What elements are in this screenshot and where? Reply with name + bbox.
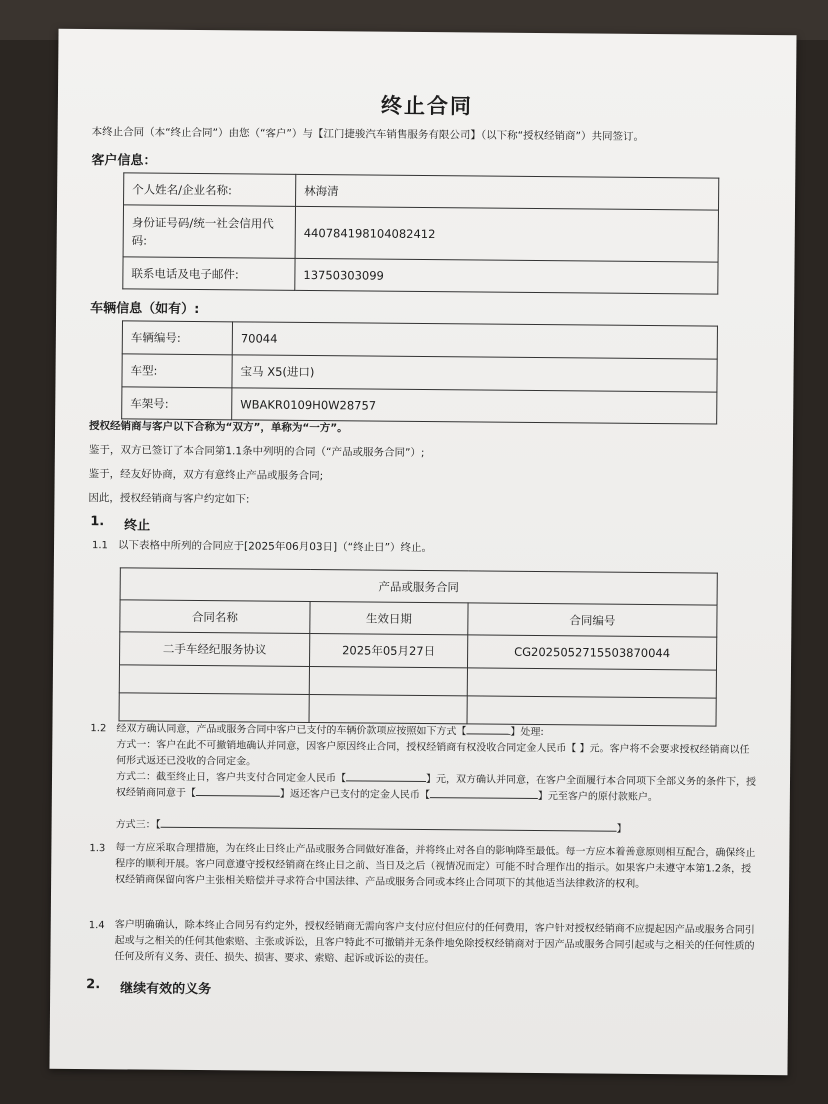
customer-info-heading: 客户信息： [91, 153, 157, 169]
intro-text: 本终止合同（本“终止合同”）由您（“客户”）与【江门捷骏汽车销售服务有限公司】（以下称“授权经销商”）共同签订。 [91, 126, 645, 143]
table-row [120, 632, 717, 670]
vehicle-label: 车架号: [122, 387, 232, 420]
clause-1-2-number: 1.2 [90, 723, 107, 735]
vehicle-label: 车型: [122, 354, 232, 388]
contract-table-header: 合同名称 [120, 600, 310, 634]
section-2-number: 2. [86, 977, 101, 993]
clause-1-2-option-1: 方式一：客户在此不可撤销地确认并同意，因客户原因终止合同，授权经销商有权没收合同定金人民币【 】元。客户将不会要求授权经销商以任何形式返还已没收的合同定金。 [116, 739, 750, 768]
customer-label: 个人姓名/企业名称: [124, 173, 296, 206]
customer-value: 440784198104082412 [295, 206, 718, 262]
clause-1-3-text: 每一方应采取合理措施，为在终止日终止产品或服务合同做好准备，并将终止对各自的影响降至最低。每一方应本着善意原则相互配合，确保终止程序的顺利开展。客户同意遵守授权经销商在终止日之前、当日及之后（视情况而定）可能不时合理作出的指示。如果客户未遵守本第1.2条，授权经销商保留向客户主张相关赔偿并寻求符合中国法律、产品或服务合同或本终止合同项下的其他适当法律救济的权利。 [115, 842, 756, 890]
contract-number-cell: CG2025052715503870044 [467, 635, 716, 670]
effective-date-cell: 2025年05月27日 [309, 634, 467, 668]
clause-1-2-option-2: 方式二：截至终止日，客户共支付合同定金人民币【 】元，双方确认并同意，在客户全面履行本合同项下全部义务的条件下，授权经销商同意于【 】返还客户已支付的定金人民币【 】元至客户的原付款账户。 [115, 771, 757, 804]
customer-value: 林海清 [296, 174, 719, 210]
contract-table-header: 合同编号 [468, 603, 717, 637]
contract-table-header: 生效日期 [310, 602, 468, 635]
contract-table [119, 567, 718, 726]
contract-table-caption: 产品或服务合同 [120, 568, 717, 605]
recital-therefore: 因此，授权经销商与客户约定如下: [88, 492, 250, 506]
vehicle-label: 车辆编号: [122, 321, 232, 355]
customer-label: 联系电话及电子邮件: [123, 257, 295, 290]
customer-row [123, 257, 718, 294]
recital-whereas-2: 鉴于，经友好协商，双方有意终止产品或服务合同; [88, 468, 324, 483]
contract-name-cell: 二手车经纪服务协议 [120, 632, 310, 667]
vehicle-value: 宝马 X5(进口) [232, 355, 717, 392]
section-1-title: 终止 [124, 518, 151, 534]
customer-row [124, 173, 719, 210]
clause-1-2-option-3: 方式三：【 】 [115, 819, 627, 835]
customer-row [123, 205, 718, 262]
vehicle-value: WBAKR0109H0W28757 [232, 388, 717, 424]
recital-parties: 授权经销商与客户以下合称为“双方”，单称为“一方”。 [89, 420, 348, 435]
clause-1-1-text: 以下表格中所列的合同应于[2025年06月03日]（“终止日”）终止。 [117, 539, 433, 555]
customer-info-table [122, 172, 719, 294]
vehicle-info-table [121, 320, 718, 424]
customer-value: 13750303099 [295, 258, 718, 294]
clause-1-4-number: 1.4 [88, 920, 105, 932]
table-row [119, 693, 716, 726]
section-2-title: 继续有效的义务 [120, 981, 212, 998]
document-title: 终止合同 [380, 93, 473, 119]
clause-1-4-text: 客户明确确认，除本终止合同另有约定外，授权经销商无需向客户支付应付但应付的任何费用，客户针对授权经销商不应提起因产品或服务合同引起或与之相关的任何其他索赔、主张或诉讼，且客户特此不可撤销并无条件地免除授权经销商对于因产品或服务合同引起或与之相关的任何性质的任何及所有义务、责任、损失、损害、要求、索赔、起诉或诉讼的责任。 [114, 919, 755, 966]
clause-1-2-text: 经双方确认同意，产品或服务合同中客户已支付的车辆价款项应按照如下方式【 】处理: [116, 723, 544, 739]
vehicle-value: 70044 [232, 322, 717, 359]
clause-1-3-number: 1.3 [89, 843, 106, 855]
clause-1-1-number: 1.1 [91, 540, 108, 552]
vehicle-info-heading: 车辆信息（如有）: [90, 301, 200, 318]
vehicle-row [122, 321, 717, 359]
recital-whereas-1: 鉴于，双方已签订了本合同第1.1条中列明的合同（“产品或服务合同”）; [88, 444, 425, 460]
section-1-number: 1. [90, 514, 105, 530]
customer-label: 身份证号码/统一社会信用代码: [123, 205, 295, 258]
document-page [49, 29, 796, 1075]
vehicle-row [122, 387, 717, 424]
vehicle-row [122, 354, 717, 392]
